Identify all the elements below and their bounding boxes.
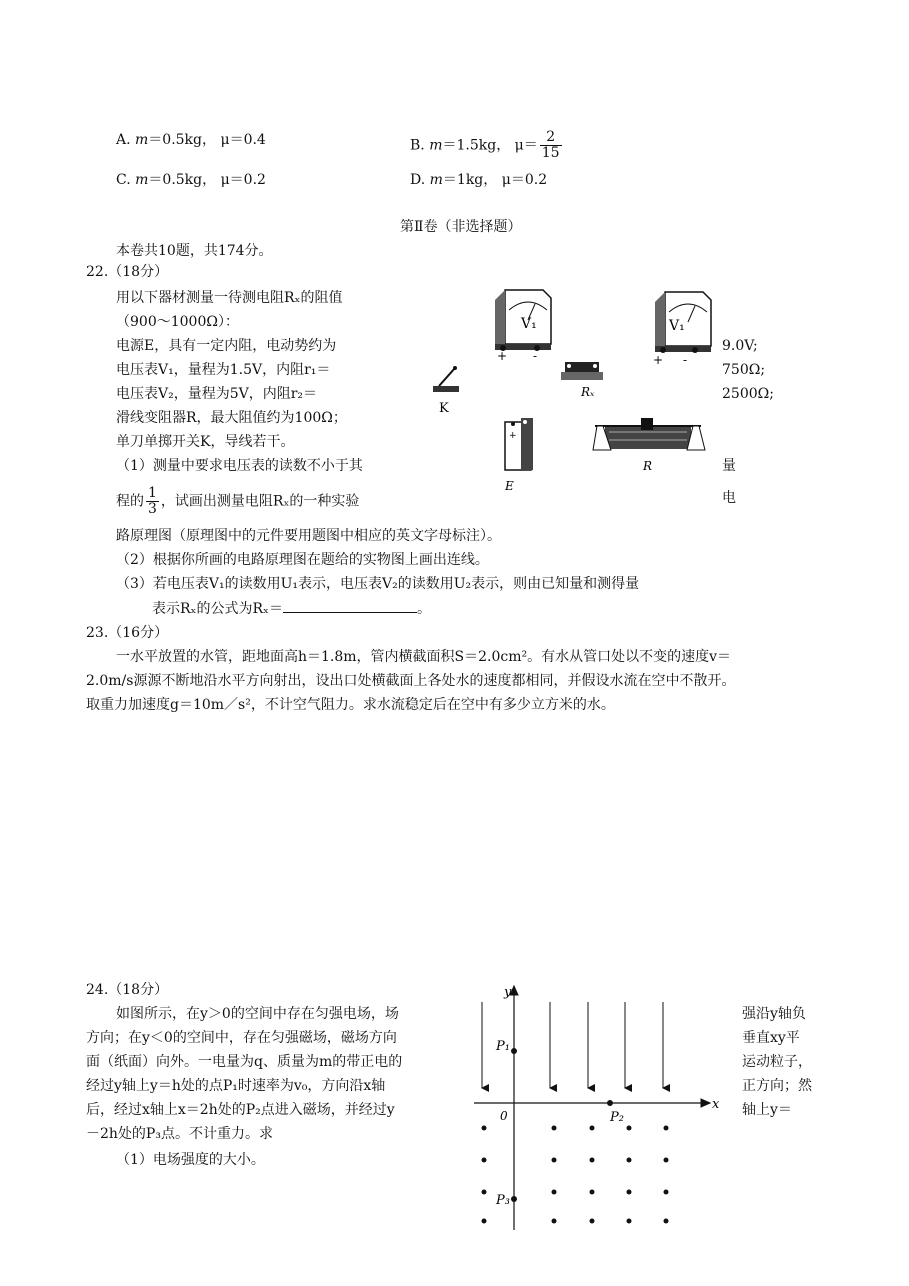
q22-fraction-numerator: 1 — [148, 485, 157, 501]
section-title: 第Ⅱ卷（非选择题） — [400, 219, 522, 235]
q22-line2: （900～1000Ω）： — [116, 314, 239, 330]
q22-line1: 用以下器材测量一待测电阻Rₓ的阻值 — [116, 290, 343, 306]
v1-label: V₁ — [521, 316, 537, 332]
section-intro: 本卷共10题，共174分。 — [116, 243, 273, 259]
option-b — [410, 130, 564, 161]
q22-line13-end: 。 — [416, 601, 431, 617]
q22-number: 22.（18分） — [86, 264, 169, 280]
q22-line11: （2）根据你所画的电路原理图在题给的实物图上画出连线。 — [116, 552, 489, 568]
e-plus: + — [509, 431, 517, 441]
option-b-m: m — [429, 137, 443, 154]
rx-label: Rₓ — [581, 385, 595, 399]
option-d-label: D. — [410, 172, 426, 188]
e-label: E — [505, 479, 514, 493]
q22-line13 — [152, 598, 431, 619]
q24-line1: 如图所示，在y＞0的空间中存在匀强电场，场 — [116, 1006, 399, 1022]
q22-right4: 量 — [722, 458, 736, 474]
field-diagram — [470, 978, 732, 1236]
q22-right5: 电 — [722, 490, 736, 506]
option-a-label: A. — [116, 132, 131, 148]
q24-line7: （1）电场强度的大小。 — [116, 1152, 265, 1168]
option-b-numerator: 2 — [540, 130, 562, 146]
option-b-label: B. — [410, 137, 425, 154]
q23-line1: 一水平放置的水管，距地面高h＝1.8m，管内横截面积S＝2.0cm²。有水从管口处以不变的速度v＝ — [116, 649, 732, 665]
option-c-mu: μ＝0.2 — [220, 172, 266, 188]
option-d-m-value: ＝1kg， — [442, 172, 498, 188]
voltmeter-v1 — [495, 290, 551, 363]
q22-line3: 电源E，具有一定内阻，电动势约为 — [116, 338, 337, 354]
q24-line6 — [86, 1124, 273, 1144]
q24-line6-end: 处的P₃点。不计重力。求 — [117, 1126, 273, 1142]
point-p1 — [511, 1048, 517, 1054]
q24-line3: 面（纸面）向外。一电量为q、质量为m的带正电的 — [86, 1054, 403, 1070]
q22-line10: 路原理图（原理图中的元件要用题图中相应的英文字母标注）。 — [116, 528, 501, 544]
q24-right5: 轴上y＝ — [742, 1102, 792, 1118]
q23-line2: 2.0m/s源源不断地沿水平方向射出，设出口处横截面上各处水的速度都相同，并假设水流在空中不散开。 — [86, 673, 736, 689]
point-p2 — [607, 1100, 613, 1106]
option-b-fraction — [540, 130, 562, 161]
q24-right4: 正方向；然 — [742, 1078, 812, 1094]
option-c-label: C. — [116, 172, 131, 188]
origin-label: 0 — [500, 1109, 508, 1123]
q22-right3: 2500Ω; — [722, 386, 774, 402]
q22-line12: （3）若电压表V₁的读数用U₁表示，电压表V₂的读数用U₂表示，则由已知量和测得量 — [116, 576, 640, 592]
q24-line2: 方向；在y＜0的空间中，存在匀强磁场，磁场方向 — [86, 1030, 397, 1046]
voltmeter-v2 — [653, 292, 711, 367]
q24-line4: 经过y轴上y＝h处的点P₁时速率为v₀，方向沿x轴 — [86, 1078, 386, 1094]
q22-line5: 电压表V₂，量程为5V，内阻r₂＝ — [116, 386, 318, 402]
q22-right1: 9.0V; — [722, 338, 758, 354]
k-label: K — [439, 401, 449, 416]
x-axis-label: x — [712, 1097, 720, 1112]
v1-plus: + — [497, 349, 508, 363]
v2-plus: + — [653, 353, 664, 367]
p3-label: P₃ — [496, 1193, 510, 1208]
q22-line13-start: 表示Rₓ的公式为Rₓ＝ — [152, 601, 283, 617]
q22-fraction — [146, 486, 159, 517]
option-a-m-value: ＝0.5kg， — [148, 132, 217, 148]
p1-label: P₁ — [496, 1039, 510, 1054]
q22-right2: 750Ω; — [722, 362, 766, 378]
q24-line5: 后，经过x轴上x＝2h处的P₂点进入磁场，并经过y — [86, 1102, 395, 1118]
q22-line8: （1）测量中要求电压表的读数不小于其 — [116, 458, 363, 474]
answer-blank[interactable] — [283, 598, 417, 613]
q24-line6-start: －2h — [86, 1126, 118, 1142]
option-c — [116, 170, 266, 190]
q22-line6: 滑线变阻器R，最大阻值约为100Ω； — [116, 410, 347, 426]
q22-fraction-denominator: 3 — [148, 501, 157, 517]
r-label: R — [643, 459, 653, 473]
q22-line9-end: ，试画出测量电阻Rₓ的一种实验 — [160, 493, 360, 510]
q22-line9 — [116, 486, 359, 517]
switch-k — [433, 366, 459, 416]
v2-minus: - — [683, 353, 688, 367]
q24-right1: 强沿y轴负 — [742, 1006, 806, 1022]
option-b-mu: μ＝ — [514, 137, 538, 154]
option-c-m-value: ＝0.5kg， — [148, 172, 217, 188]
option-a-m: m — [135, 132, 149, 148]
option-d — [410, 170, 547, 190]
p2-label: P₂ — [610, 1110, 624, 1125]
q23-line3: 取重力加速度g＝10m／s²，不计空气阻力。求水流稳定后在空中有多少立方米的水。 — [86, 697, 615, 713]
option-b-m-value: ＝1.5kg， — [442, 137, 511, 154]
q24-right3: 运动粒子， — [742, 1054, 812, 1070]
q24-number: 24.（18分） — [86, 982, 169, 998]
option-a — [116, 130, 266, 150]
option-d-mu: μ＝0.2 — [501, 172, 548, 188]
apparatus-figure — [425, 282, 725, 500]
option-c-m: m — [135, 172, 149, 188]
rheostat-r — [593, 418, 705, 473]
q22-line4: 电压表V₁，量程为1.5V，内阻r₁＝ — [116, 362, 331, 378]
resistor-rx — [561, 362, 603, 399]
q24-right2: 垂直xy平 — [742, 1030, 800, 1046]
point-p3 — [511, 1196, 517, 1202]
battery-e — [504, 418, 533, 493]
magnetic-field-dots — [482, 1126, 669, 1224]
option-a-mu: μ＝0.4 — [220, 132, 266, 148]
q23-number: 23.（16分） — [86, 625, 169, 641]
y-axis-label: y — [504, 985, 512, 1000]
q22-line9-start: 程的 — [116, 493, 144, 510]
q22-line7: 单刀单掷开关K，导线若干。 — [116, 434, 295, 450]
option-d-m: m — [429, 172, 443, 188]
v2-label: V₁ — [669, 318, 685, 334]
v1-minus: - — [533, 349, 538, 363]
option-b-denominator: 15 — [541, 145, 560, 161]
